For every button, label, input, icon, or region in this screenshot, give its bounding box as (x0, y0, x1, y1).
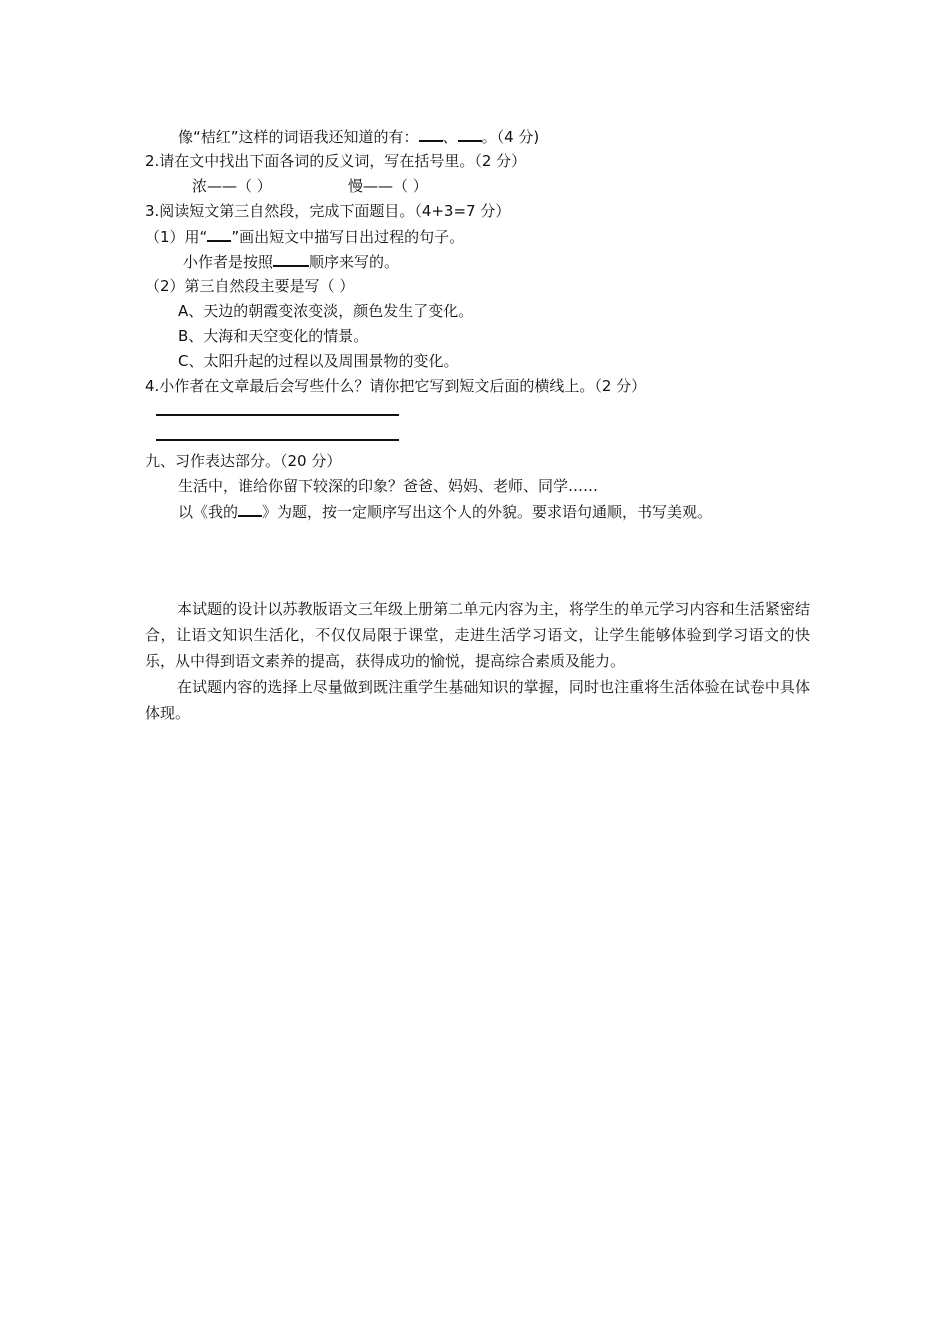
question-4-title: 4.小作者在文章最后会写些什么？请你把它写到短文后面的横线上。（2 分） (145, 377, 647, 395)
q1-sep: 、 (442, 128, 458, 146)
answer-blank[interactable] (419, 126, 443, 142)
section-9-line-2 (178, 501, 712, 522)
answer-blank[interactable] (238, 501, 262, 517)
q3-1-suffix: ”画出短文中描写日出过程的句子。 (231, 228, 465, 246)
option-a: A、天边的朝霞变浓变淡，颜色发生了变化。 (178, 302, 474, 320)
question-3-2: （2）第三自然段主要是写（ ） (145, 277, 355, 295)
answer-line[interactable] (156, 439, 399, 441)
question-3-1 (145, 226, 464, 247)
question-2-title: 2.请在文中找出下面各词的反义词，写在括号里。（2 分） (145, 152, 527, 170)
answer-line[interactable] (156, 414, 399, 416)
q2-word-1: 浓——（ ） (192, 177, 272, 195)
s9-suffix: 》为题，按一定顺序写出这个人的外貌。要求语句通顺，书写美观。 (262, 503, 713, 521)
section-9-line-1: 生活中，谁给你留下较深的印象？爸爸、妈妈、老师、同学…… (178, 477, 599, 495)
design-note-paragraph-2: 在试题内容的选择上尽量做到既注重学生基础知识的掌握，同时也注重将生活体验在试卷中具体体现。 (145, 678, 810, 722)
question-1-continued (178, 126, 539, 147)
q3-1-prefix: （1）用“ (145, 228, 208, 246)
answer-blank[interactable] (207, 226, 231, 242)
question-3-title: 3.阅读短文第三自然段，完成下面题目。（4+3=7 分） (145, 202, 511, 220)
design-note-paragraph-1: 本试题的设计以苏教版语文三年级上册第二单元内容为主，将学生的单元学习内容和生活紧密结合，让语文知识生活化，不仅仅局限于课堂，走进生活学习语文，让学生能够体验到学习语文的快乐，从中得到语文素养的提高，获得成功的愉悦，提高综合素质及能力。 (145, 600, 810, 670)
q3-1b-prefix: 小作者是按照 (183, 253, 274, 271)
s9-prefix: 以《我的 (178, 503, 239, 521)
q1-suffix: 。（4 分) (481, 128, 540, 146)
q2-word-2: 慢——（ ） (348, 177, 428, 195)
q1-prefix: 像“桔红”这样的词语我还知道的有： (178, 128, 419, 146)
question-3-1b (183, 251, 399, 272)
answer-blank[interactable] (458, 126, 482, 142)
option-b: B、大海和天空变化的情景。 (178, 327, 369, 345)
section-9-title: 九、习作表达部分。（20 分） (145, 452, 342, 470)
q3-1b-suffix: 顺序来写的。 (309, 253, 400, 271)
option-c: C、太阳升起的过程以及周围景物的变化。 (178, 352, 459, 370)
answer-blank[interactable] (273, 251, 309, 267)
